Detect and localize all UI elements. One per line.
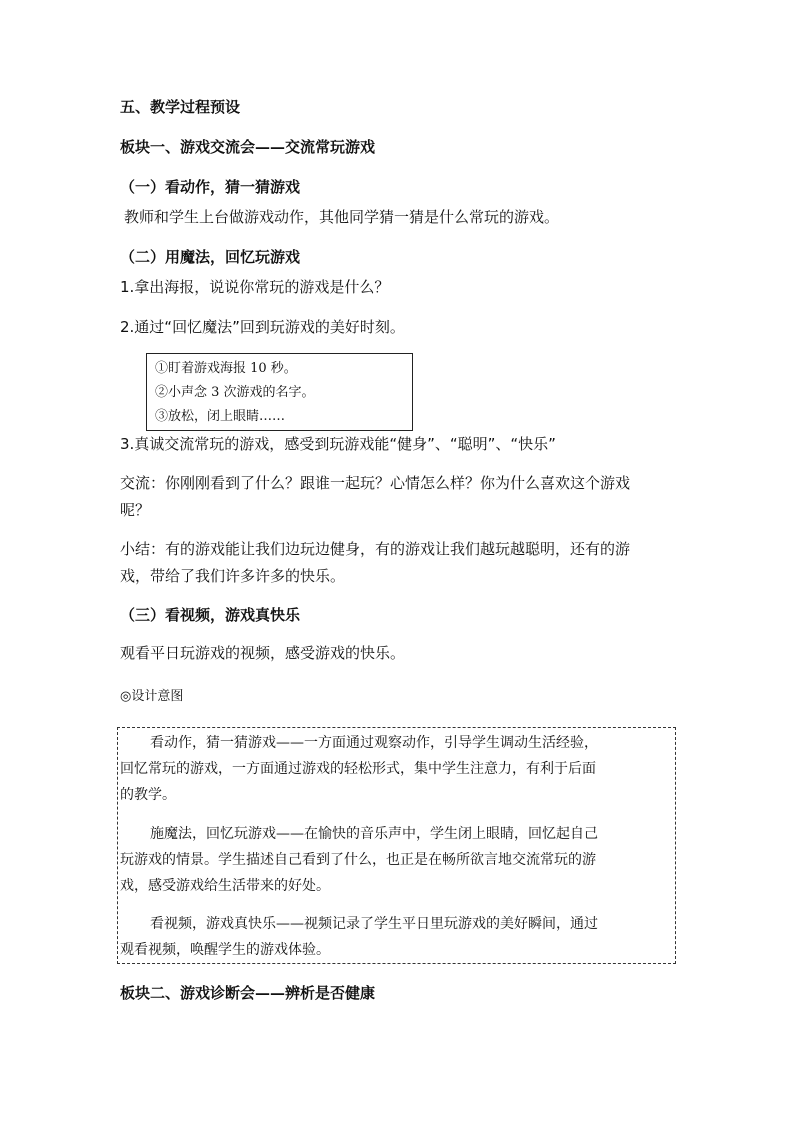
intent-p3-line1: 看视频，游戏真快乐——视频记录了学生平日里玩游戏的美好瞬间，通过	[150, 916, 598, 932]
part1-heading: （一）看动作，猜一猜游戏	[120, 178, 301, 196]
exchange-line-1: 交流：你刚刚看到了什么？跟谁一起玩？心情怎么样？你为什么喜欢这个游戏	[120, 474, 631, 492]
section-heading: 五、教学过程预设	[120, 98, 241, 116]
part2-heading: （二）用魔法，回忆玩游戏	[120, 248, 301, 266]
block2-title: 板块二、游戏诊断会——辨析是否健康	[120, 984, 376, 1002]
exchange-line-2: 呢？	[120, 501, 151, 519]
part2-step3: 3.真诚交流常玩的游戏，感受到玩游戏能“健身”、“聪明”、“快乐”	[120, 435, 556, 453]
intent-p1-line3: 的教学。	[120, 787, 176, 803]
intent-p2-line1: 施魔法，回忆玩游戏——在愉快的音乐声中，学生闭上眼睛，回忆起自己	[150, 826, 598, 842]
part2-step2: 2.通过“回忆魔法”回到玩游戏的美好时刻。	[120, 318, 405, 336]
design-intent-title: ◎设计意图	[120, 689, 184, 704]
block1-title: 板块一、游戏交流会——交流常玩游戏	[120, 138, 376, 156]
intent-p3-line2: 观看视频，唤醒学生的游戏体验。	[120, 942, 330, 958]
part3-text: 观看平日玩游戏的视频，感受游戏的快乐。	[120, 644, 406, 662]
summary-line-1: 小结：有的游戏能让我们边玩边健身，有的游戏让我们越玩越聪明，还有的游	[120, 540, 631, 558]
summary-line-2: 戏，带给了我们许多许多的快乐。	[120, 567, 346, 585]
magic-steps-box	[146, 353, 413, 431]
magic-step-2: ②小声念 3 次游戏的名字。	[155, 385, 315, 400]
intent-p2-line2: 玩游戏的情景。学生描述自己看到了什么，也正是在畅所欲言地交流常玩的游	[120, 852, 596, 868]
intent-p2-line3: 戏，感受游戏给生活带来的好处。	[120, 878, 330, 894]
intent-p1-line1: 看动作，猜一猜游戏——一方面通过观察动作，引导学生调动生活经验，	[150, 735, 598, 751]
intent-p1-line2: 回忆常玩的游戏，一方面通过游戏的轻松形式，集中学生注意力，有利于后面	[120, 761, 596, 777]
part2-step1: 1.拿出海报，说说你常玩的游戏是什么？	[120, 278, 390, 296]
part3-heading: （三）看视频，游戏真快乐	[120, 606, 301, 624]
part1-text: 教师和学生上台做游戏动作，其他同学猜一猜是什么常玩的游戏。	[124, 208, 560, 226]
magic-step-1: ①盯着游戏海报 10 秒。	[155, 361, 297, 376]
magic-step-3: ③放松，闭上眼睛……	[155, 409, 286, 424]
